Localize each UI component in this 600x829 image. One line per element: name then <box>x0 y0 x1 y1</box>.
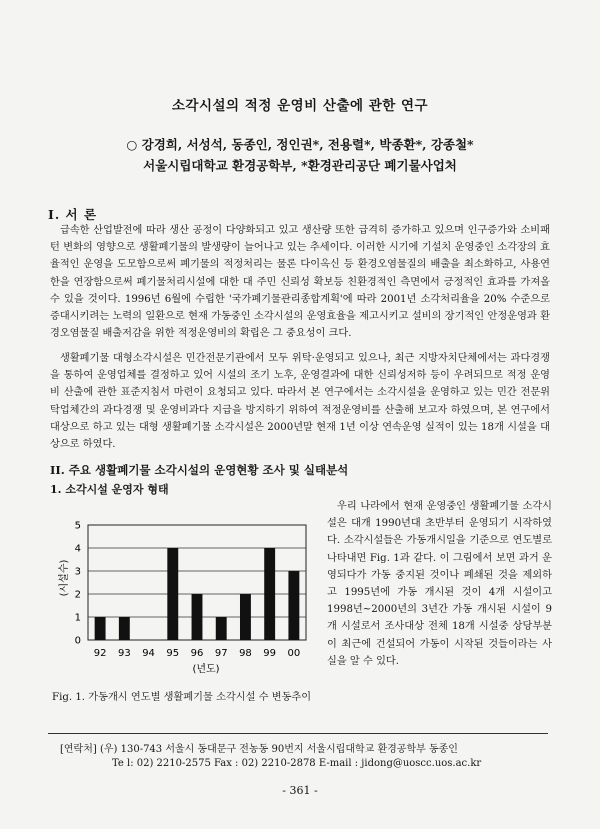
y-axis-label: (시설수) <box>59 559 70 597</box>
subsection-heading-operator: 1. 소각시설 운영자 형태 <box>50 483 169 496</box>
right-column-paragraph: 우리 나라에서 현재 운영중인 생활폐기물 소각시설은 대개 1990년대 초반부터 운영되기 시작하였다. 소각시설들은 가동개시일을 기준으로 연도별로 나타내면 Fig. 1과 같다. 이 그림에서 보면 과거 운영되다가 가동 중지된 것이나 폐쇄된 것을 제외하고 1995년에 가동 개시된 것이 4개 시설이고 1998년~2000년의 3년간 가동 개시된 시설이 9개 시설로서 조사대상 전체 18개 시설중 상당부분이 최근에 건설되어 가동이 시작된 것들이라는 사실을 알 수 있다. <box>327 501 552 667</box>
y-tick-label: 2 <box>74 589 81 601</box>
bar-97 <box>216 617 227 640</box>
intro-paragraph-2: 생활폐기물 대형소각시설은 민간전문기관에서 모두 위탁·운영되고 있으나, 최근 지방자치단체에서는 과다경쟁을 통하여 운영업체를 결정하고 있어 시설의 조기 노후, 운영결과에 대한 신뢰성저하 등이 우려되므로 적정 운영비 산출에 관한 표준지침서 마련이 요청되고 있다. 따라서 본 연구에서는 소각시설을 운영하고 있는 민간 전문위탁업체간의 과다경쟁 및 운영비과다 지급을 방지하기 위하여 적정운영비를 산출해 보고자 하였으며, 본 연구에서 대상으로 하고 있는 대형 생활폐기물 소각시설은 2000년말 현재 1년 이상 연속운영 실적이 있는 18개 시설을 대상으로 하였다. <box>50 353 550 451</box>
bar-00 <box>288 571 299 640</box>
y-tick-label: 1 <box>74 612 81 624</box>
affiliation: 서울시립대학교 환경공학부, *환경관리공단 폐기물사업처 <box>143 158 457 173</box>
x-tick-label: 99 <box>263 648 277 659</box>
bar-95 <box>167 548 178 640</box>
bar-92 <box>95 617 106 640</box>
footer-divider <box>48 733 548 734</box>
y-tick-label: 0 <box>74 635 81 647</box>
intro-paragraph-1: 급속한 산업발전에 따라 생산 공정이 다양화되고 있고 생산량 또한 급격히 증가하고 있으며 인구증가와 소비패턴 변화의 영향으로 생활폐기물의 발생량이 늘어나고 있는 추세이다. 이러한 시기에 기설치 운영중인 소각장의 효율적인 운영을 도모함으로써 폐기물의 적정처리는 물론 다이옥신 등 환경오염물질의 배출을 최소화하고, 사용연한을 연장함으로써 폐기물처리시설에 대한 대 주민 신뢰성 확보등 친환경적인 측면에서 긍정적인 효과를 가져올 수 있을 것이다. 1996년 6월에 수립한 '국가폐기물관리종합계획'에 따라 2001년 소각처리율을 20% 수준으로 증대시키려는 노력의 일환으로 현재 가동중인 소각시설의 운영효율을 제고시키고 설비의 장기적인 안정운영과 환경오염물질 배출저감을 위한 적정운영비의 확립은 그 중요성이 크다. <box>50 225 550 340</box>
bar-chart-svg <box>58 500 318 680</box>
x-tick-label: 94 <box>142 648 155 659</box>
y-tick-label: 4 <box>74 543 81 555</box>
x-tick-label: 92 <box>93 648 107 659</box>
contact-address: [연락처] (우) 130-743 서울시 동대문구 전농동 90번지 서울시립대학교 환경공학부 동종인 <box>60 744 458 755</box>
y-tick-label: 5 <box>74 520 81 532</box>
bar-96 <box>192 594 203 640</box>
x-tick-label: 98 <box>239 648 252 659</box>
x-tick-label: 96 <box>190 648 204 659</box>
page-number: - 361 - <box>282 784 318 797</box>
bar-chart <box>58 500 318 680</box>
x-axis-label: (년도) <box>192 664 220 675</box>
bar-98 <box>240 594 251 640</box>
x-tick-label: 95 <box>166 648 180 659</box>
section-heading-status: II. 주요 생활폐기물 소각시설의 운영현황 조사 및 실태분석 <box>50 463 349 477</box>
author-list: ○ 강경희, 서성석, 동종인, 정인권*, 전용렬*, 박종환*, 강종철* <box>126 137 474 152</box>
section-heading-introduction: I. 서 론 <box>48 207 98 222</box>
bar-93 <box>119 617 130 640</box>
contact-phone-email: Te l: 02) 2210-2575 Fax : 02) 2210-2878 E-mail : jidong@uoscc.uos.ac.kr <box>112 758 482 769</box>
bar-99 <box>264 548 275 640</box>
x-tick-label: 93 <box>117 648 131 659</box>
y-tick-label: 3 <box>74 566 81 578</box>
x-tick-label: 97 <box>214 648 228 659</box>
x-tick-label: 00 <box>287 648 301 659</box>
figure-caption: Fig. 1. 가동개시 연도별 생활폐기물 소각시설 수 변동추이 <box>52 692 312 703</box>
paper-title: 소각시설의 적정 운영비 산출에 관한 연구 <box>171 98 429 114</box>
